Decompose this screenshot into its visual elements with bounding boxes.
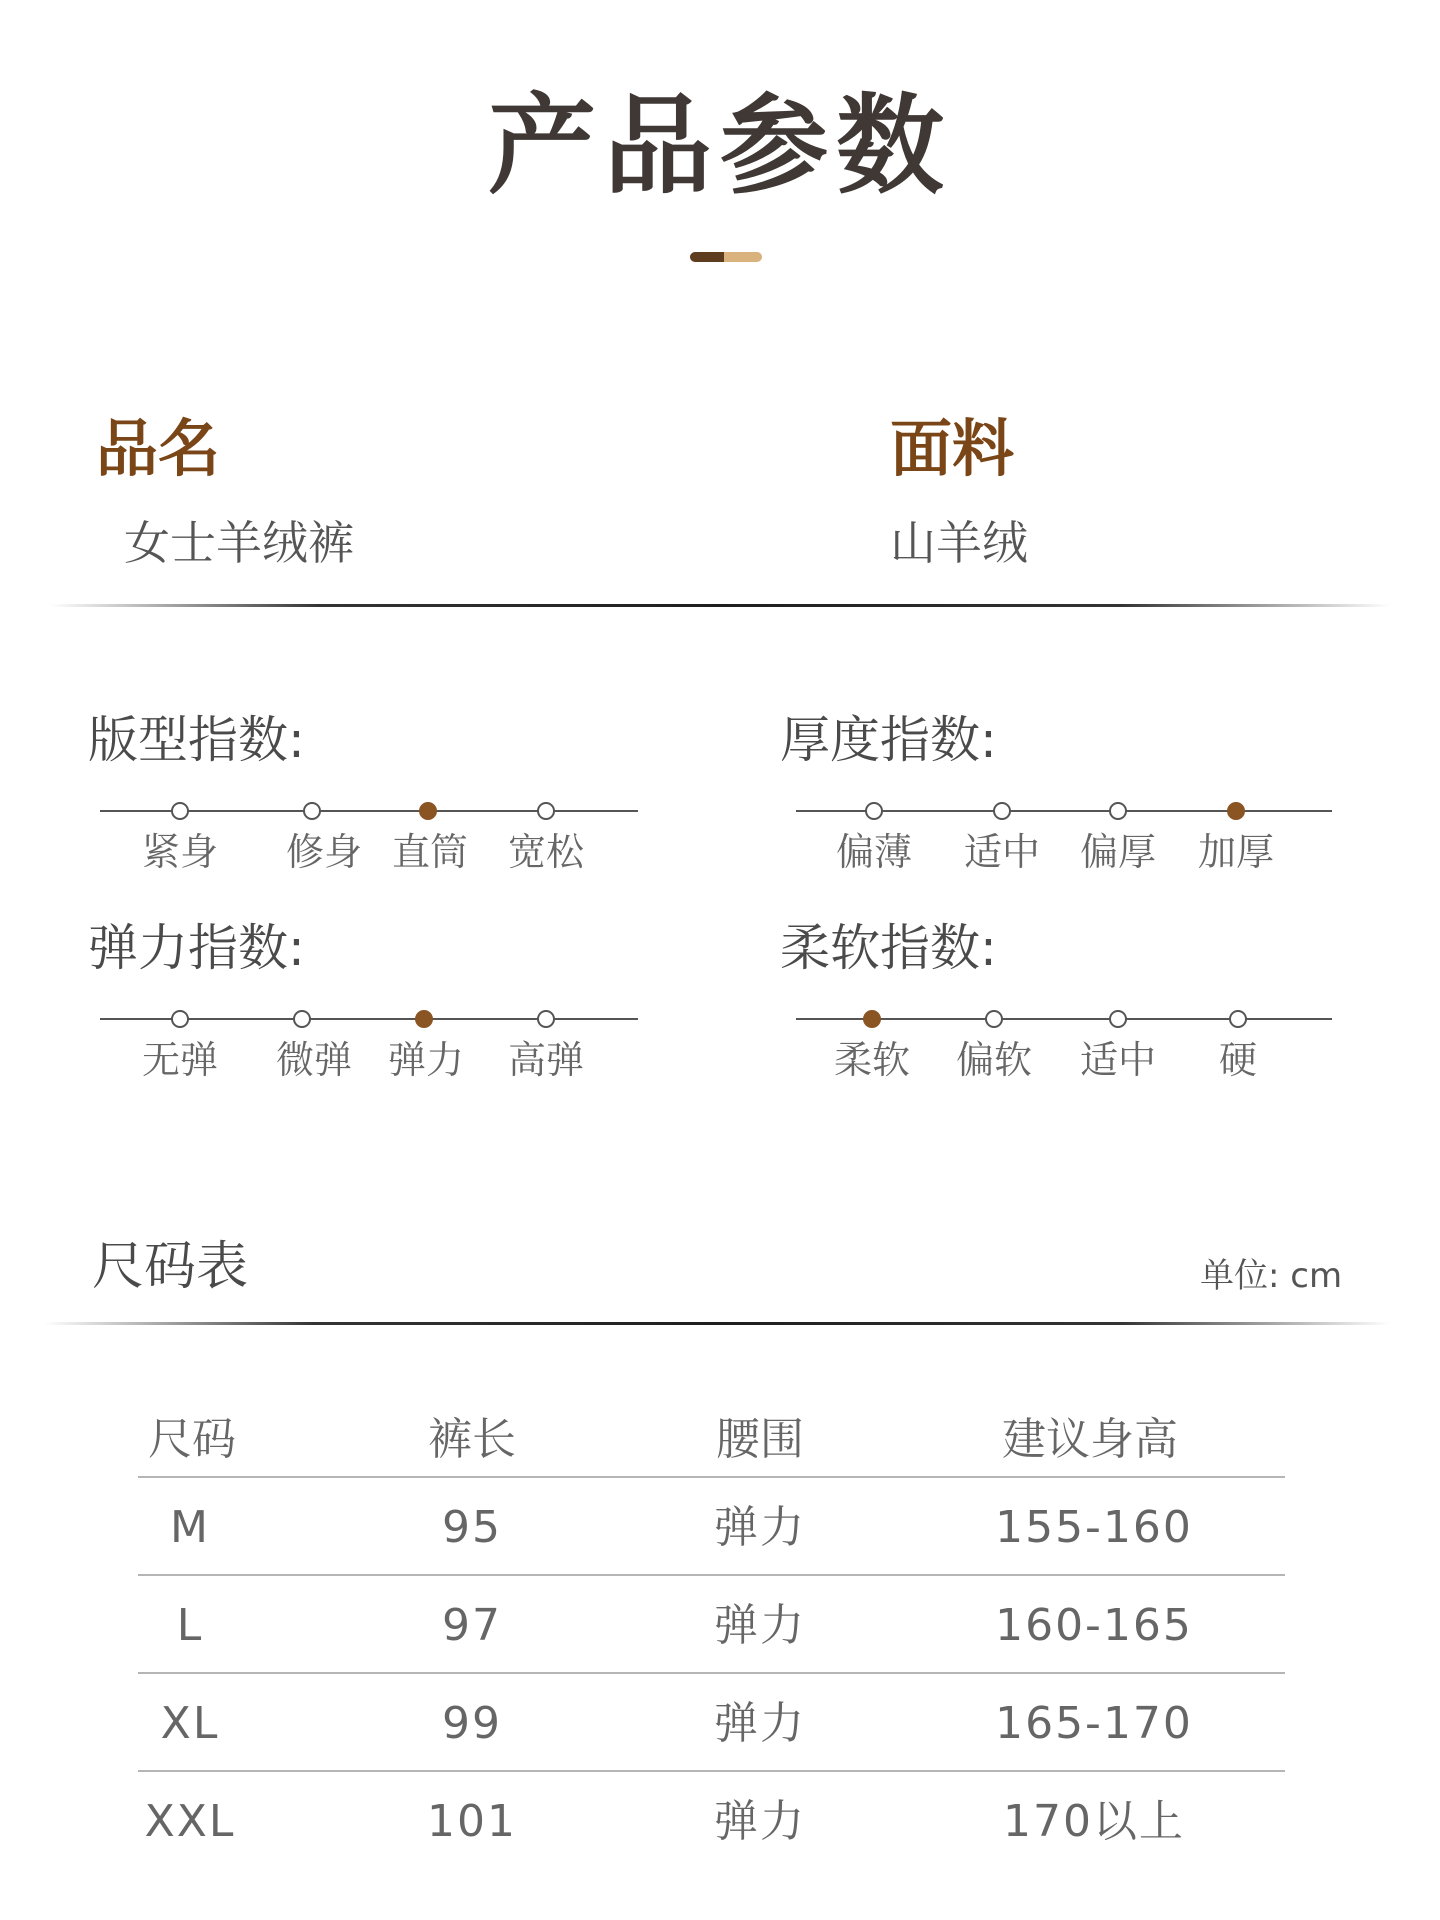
fit-index-title: 版型指数: [88, 711, 305, 769]
elasticity-scale-label: 高弹 [507, 1038, 584, 1082]
table-header-cell: 腰围 [716, 1414, 804, 1465]
size-chart-title: 尺码表 [92, 1237, 249, 1297]
table-row-divider [138, 1574, 1285, 1576]
table-row-divider [138, 1770, 1285, 1772]
elasticity-scale-dot-selected [415, 1010, 433, 1028]
softness-scale-label: 适中 [1079, 1038, 1156, 1082]
table-header-cell: 建议身高 [1002, 1414, 1178, 1465]
table-cell: 95 [442, 1502, 502, 1553]
table-cell: 99 [442, 1698, 502, 1749]
table-cell: 155-160 [995, 1502, 1193, 1553]
table-cell: 101 [427, 1796, 517, 1847]
fit-scale-dot [303, 802, 321, 820]
table-cell: 165-170 [995, 1698, 1193, 1749]
table-cell: 160-165 [995, 1600, 1193, 1651]
table-row-divider [138, 1476, 1285, 1478]
thickness-scale-dot [993, 802, 1011, 820]
table-header-cell: 尺码 [148, 1414, 236, 1465]
fit-scale-dot-selected [419, 802, 437, 820]
size-chart-divider [44, 1322, 1390, 1325]
fit-scale-dot [537, 802, 555, 820]
softness-scale-dot [985, 1010, 1003, 1028]
table-cell: 97 [442, 1600, 502, 1651]
fit-scale-label: 修身 [285, 830, 362, 874]
info-divider [50, 604, 1390, 607]
title-accent-bar [690, 252, 762, 262]
table-cell: 弹力 [714, 1698, 806, 1749]
softness-scale-label: 硬 [1218, 1038, 1257, 1082]
softness-index-title: 柔软指数: [780, 919, 997, 977]
accent-light-segment [724, 252, 762, 262]
table-cell: 弹力 [714, 1600, 806, 1651]
table-cell: XXL [144, 1796, 236, 1847]
elasticity-scale-label: 弹力 [387, 1038, 464, 1082]
fit-scale-label: 直筒 [391, 830, 468, 874]
elasticity-scale-label: 微弹 [275, 1038, 352, 1082]
thickness-scale-label: 适中 [963, 830, 1040, 874]
thickness-scale-dot-selected [1227, 802, 1245, 820]
softness-scale-dot [1229, 1010, 1247, 1028]
fabric-value: 山羊绒 [890, 516, 1028, 570]
table-cell: 弹力 [714, 1796, 806, 1847]
thickness-index-title: 厚度指数: [780, 711, 997, 769]
fit-scale-dot [171, 802, 189, 820]
elasticity-index-title: 弹力指数: [88, 919, 305, 977]
softness-scale-dot [1109, 1010, 1127, 1028]
elasticity-scale-dot [537, 1010, 555, 1028]
product-name-value: 女士羊绒裤 [124, 516, 354, 570]
size-chart-unit: 单位: cm [1200, 1256, 1343, 1296]
softness-scale-dot-selected [863, 1010, 881, 1028]
table-cell: XL [160, 1698, 220, 1749]
table-cell: L [176, 1600, 204, 1651]
fit-scale-label: 宽松 [507, 830, 584, 874]
thickness-scale-label: 加厚 [1197, 830, 1274, 874]
table-cell: 170以上 [1003, 1796, 1185, 1847]
thickness-scale-label: 偏薄 [835, 830, 912, 874]
softness-scale-label: 柔软 [833, 1038, 910, 1082]
table-cell: M [170, 1502, 210, 1553]
table-row-divider [138, 1672, 1285, 1674]
thickness-scale-dot [865, 802, 883, 820]
table-cell: 弹力 [714, 1502, 806, 1553]
fit-scale-label: 紧身 [141, 830, 218, 874]
thickness-scale-label: 偏厚 [1079, 830, 1156, 874]
table-header-cell: 裤长 [428, 1414, 516, 1465]
accent-dark-segment [690, 252, 724, 262]
softness-scale-label: 偏软 [955, 1038, 1032, 1082]
thickness-scale-dot [1109, 802, 1127, 820]
elasticity-scale-dot [293, 1010, 311, 1028]
elasticity-scale-dot [171, 1010, 189, 1028]
elasticity-scale-label: 无弹 [141, 1038, 218, 1082]
page-title: 产品参数 [487, 84, 952, 209]
product-name-label: 品名 [96, 412, 221, 485]
fabric-label: 面料 [890, 412, 1015, 485]
